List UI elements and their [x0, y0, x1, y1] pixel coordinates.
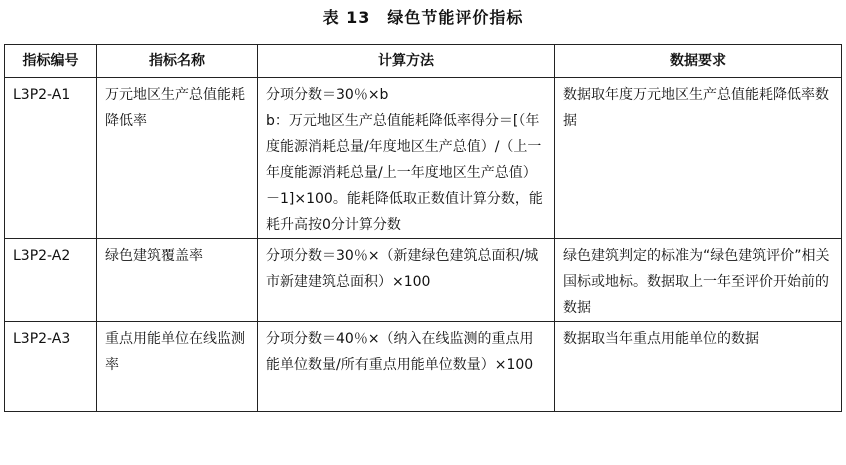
method-text: 分项分数＝30％×b b：万元地区生产总值能耗降低率得分＝[（年度能源消耗总量/年度地区生产总值）/（上一年度能源消耗总量/上一年度地区生产总值）－1]×100。能耗降低取正数值计算分数，能耗升高按0分计算分数 — [266, 87, 543, 233]
table-row — [5, 239, 842, 322]
indicator-name: 绿色建筑覆盖率 — [97, 239, 258, 322]
calculation-method: 分项分数＝40％×（纳入在线监测的重点用能单位数量/所有重点用能单位数量）×100 — [258, 322, 555, 412]
calculation-method — [258, 78, 555, 239]
data-requirement: 绿色建筑判定的标准为“绿色建筑评价”相关国标或地标。数据取上一年至评价开始前的数据 — [555, 239, 842, 322]
calculation-method: 分项分数＝30％×（新建绿色建筑总面积/城市新建建筑总面积）×100 — [258, 239, 555, 322]
indicator-code: L3P2-A2 — [5, 239, 97, 322]
data-requirement: 数据取年度万元地区生产总值能耗降低率数据 — [555, 78, 842, 239]
header-indicator-name: 指标名称 — [97, 45, 258, 78]
table-row — [5, 78, 842, 239]
indicator-code: L3P2-A3 — [5, 322, 97, 412]
header-indicator-code: 指标编号 — [5, 45, 97, 78]
indicator-name: 重点用能单位在线监测率 — [97, 322, 258, 412]
table-row — [5, 322, 842, 412]
data-requirement: 数据取当年重点用能单位的数据 — [555, 322, 842, 412]
table-title: 表 13 绿色节能评价指标 — [322, 8, 524, 27]
indicator-name: 万元地区生产总值能耗降低率 — [97, 78, 258, 239]
header-calculation-method: 计算方法 — [258, 45, 555, 78]
indicator-code: L3P2-A1 — [5, 78, 97, 239]
table-header-row — [5, 45, 842, 78]
header-data-requirement: 数据要求 — [555, 45, 842, 78]
green-energy-indicator-table — [4, 44, 842, 412]
